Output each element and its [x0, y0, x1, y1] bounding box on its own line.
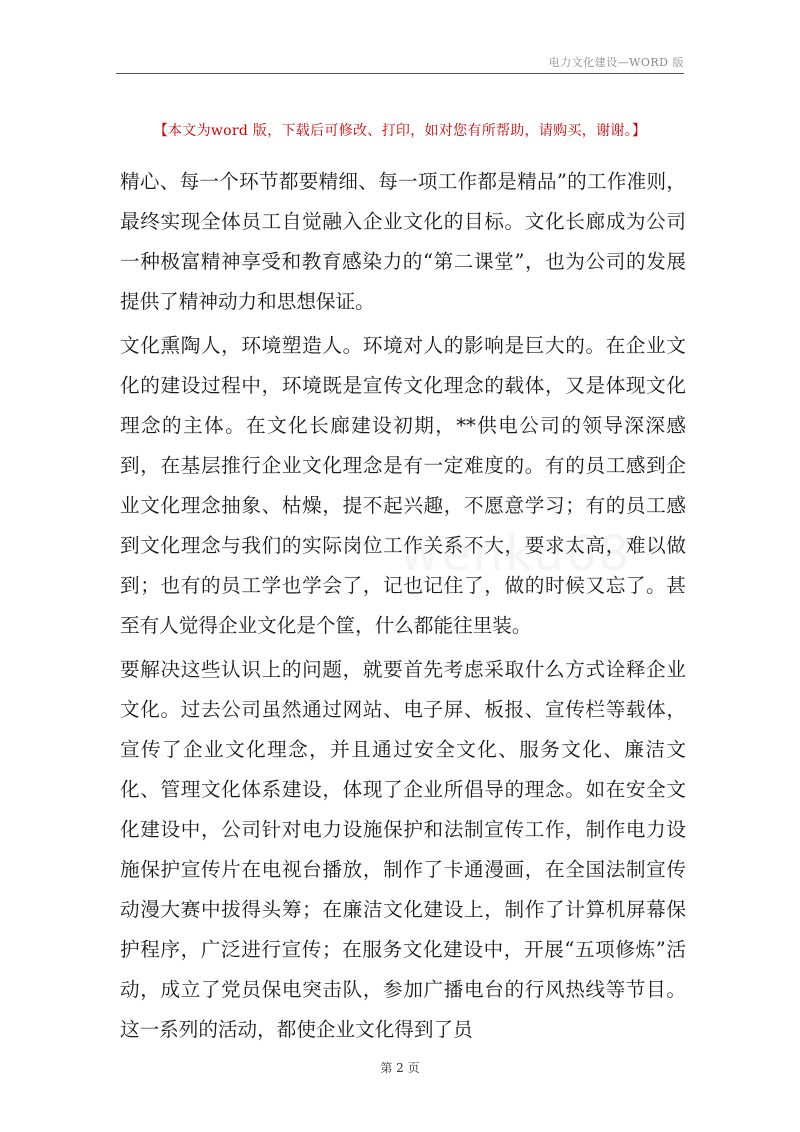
header-title: 电力文化建设—WORD 版: [548, 56, 684, 69]
page-number: 第 2 页: [380, 1061, 420, 1075]
paragraph: 文化熏陶人，环境塑造人。环境对人的影响是巨大的。在企业文化的建设过程中，环境既是宣传文化理念的载体，又是体现文化理念的主体。在文化长廊建设初期，**供电公司的领导深深感到，在基层推行企业文化理念是有一定难度的。有的员工感到企业文化理念抽象、枯燥，提不起兴趣，不愿意学习；有的员工感到文化理念与我们的实际岗位工作关系不大，要求太高，难以做到；也有的员工学也学会了，记也记住了，做的时候又忘了。甚至有人觉得企业文化是个筐，什么都能往里装。: [120, 334, 686, 637]
paragraph: 要解决这些认识上的问题，就要首先考虑采取什么方式诠释企业文化。过去公司虽然通过网站、电子屏、板报、宣传栏等载体，宣传了企业文化理念，并且通过安全文化、服务文化、廉洁文化、管理文化体系建设，体现了企业所倡导的理念。如在安全文化建设中，公司针对电力设施保护和法制宣传工作，制作电力设施保护宣传片在电视台播放，制作了卡通漫画，在全国法制宣传动漫大赛中拔得头筹；在廉洁文化建设上，制作了计算机屏幕保护程序，广泛进行宣传；在服务文化建设中，开展“五项修炼”活动，成立了党员保电突击队，参加广播电台的行风热线等节目。这一系列的活动，都使企业文化得到了员: [120, 658, 686, 1041]
purchase-notice: 【本文为word 版，下载后可修改、打印，如对您有所帮助，请购买，谢谢。】: [153, 123, 647, 139]
header-divider: [116, 73, 684, 74]
paragraph: 精心、每一个环节都要精细、每一项工作都是精品”的工作准则，最终实现全体员工自觉融入企业文化的目标。文化长廊成为公司一种极富精神享受和教育感染力的“第二课堂”，也为公司的发展提供了精神动力和思想保证。: [120, 170, 686, 313]
document-body: [120, 162, 686, 1054]
